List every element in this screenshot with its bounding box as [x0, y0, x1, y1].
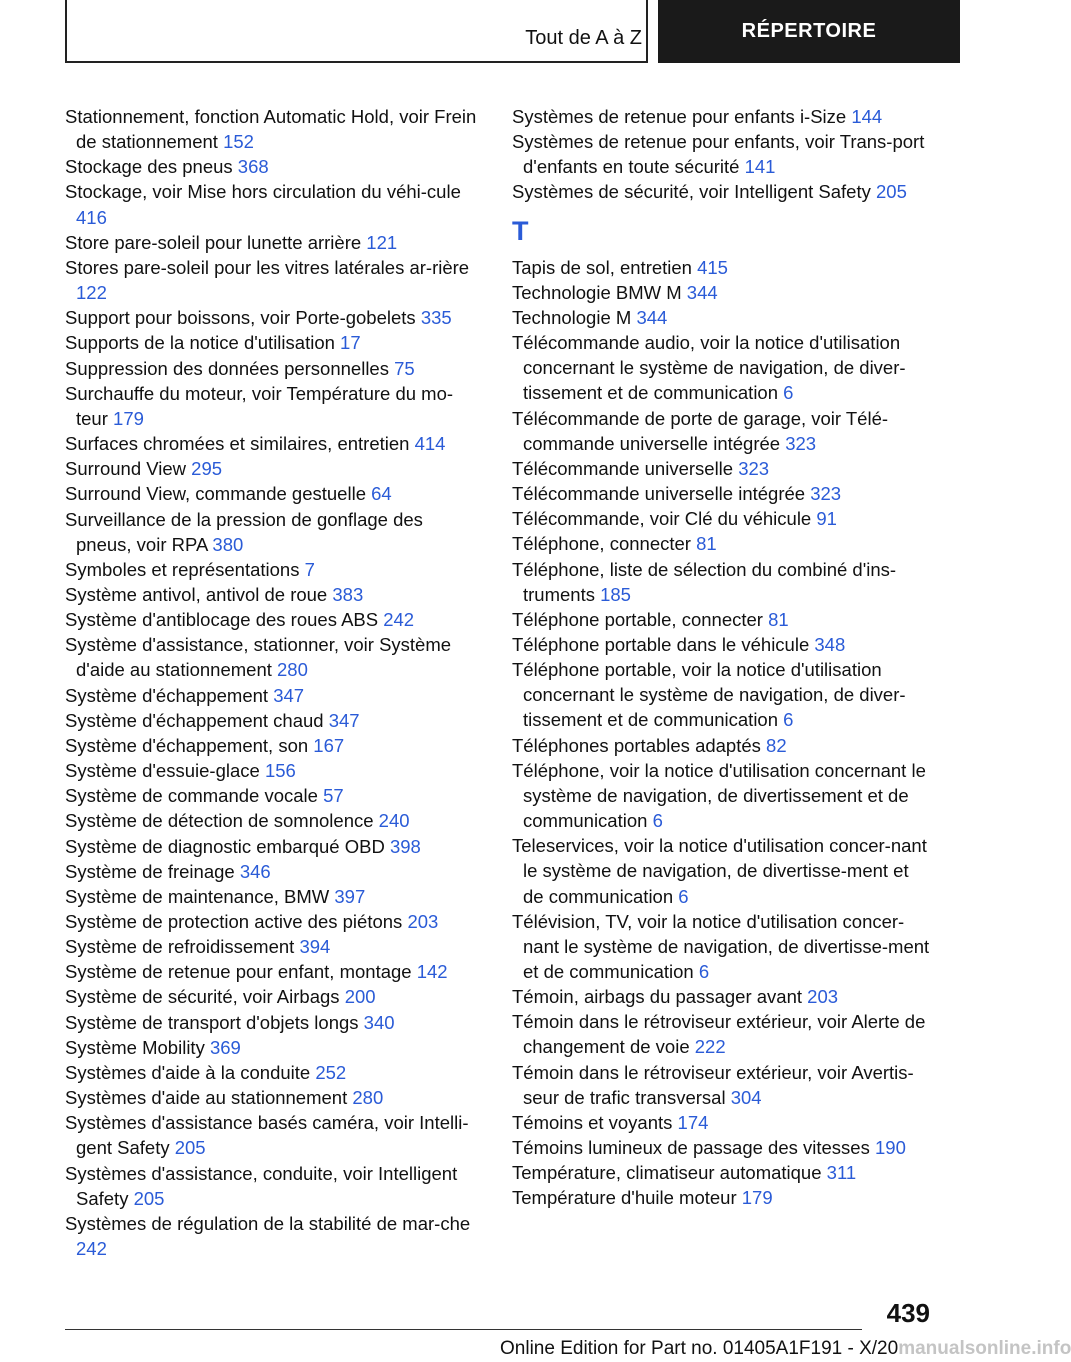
index-entry: [512, 305, 932, 330]
entry-page-link[interactable]: 240: [378, 810, 410, 832]
entry-page-link[interactable]: 121: [366, 231, 398, 253]
index-entry: [65, 507, 480, 557]
entry-term: Télécommande audio, voir la notice d'utilisation concernant le système de navigation, de diver-tissement et de communication: [512, 332, 906, 404]
entry-page-link[interactable]: 6: [678, 885, 689, 907]
index-entry: [65, 1161, 480, 1211]
entry-term: Système de refroidissement: [65, 936, 295, 958]
entry-page-link[interactable]: 152: [223, 131, 254, 153]
entry-term: Stores pare-soleil pour les vitres latérales ar-rière: [65, 256, 470, 278]
entry-term: Système antivol, antivol de roue: [65, 583, 328, 605]
entry-term: Systèmes d'aide au stationnement: [65, 1087, 348, 1109]
entry-term: Téléphone portable, voir la notice d'utilisation concernant le système de navigation, de diver-tissement et de communication: [512, 659, 906, 731]
entry-page-link[interactable]: 415: [697, 256, 728, 278]
index-entry: [512, 1160, 932, 1185]
entry-page-link[interactable]: 323: [785, 432, 817, 454]
entry-term: Stockage des pneus: [65, 156, 233, 178]
entry-term: Tapis de sol, entretien: [512, 256, 692, 278]
entry-term: Stationnement, fonction Automatic Hold, voir Frein de stationnement: [65, 106, 477, 153]
index-entry: [65, 230, 480, 255]
entry-page-link[interactable]: 346: [239, 860, 271, 882]
entry-term: Systèmes de régulation de la stabilité de mar-che: [65, 1212, 471, 1234]
entry-page-link[interactable]: 7: [304, 558, 315, 580]
entry-page-link[interactable]: 347: [273, 684, 305, 706]
index-entry: [512, 531, 932, 556]
index-entry: [65, 1211, 480, 1261]
entry-term: Système Mobility: [65, 1036, 205, 1058]
entry-term: Système d'échappement: [65, 684, 269, 706]
entry-page-link[interactable]: 6: [652, 810, 663, 832]
entry-page-link[interactable]: 81: [696, 533, 717, 555]
index-entry: [512, 909, 932, 984]
entry-term: Télécommande de porte de garage, voir Télé-commande universelle intégrée: [512, 407, 889, 454]
entry-term: Télécommande, voir Clé du véhicule: [512, 508, 812, 530]
index-entry: [512, 758, 932, 833]
index-entry: [512, 632, 932, 657]
entry-page-link[interactable]: 174: [677, 1111, 709, 1133]
index-entry: [65, 557, 480, 582]
index-entry: [65, 934, 480, 959]
entry-page-link[interactable]: 348: [814, 633, 846, 655]
index-entry: [65, 154, 480, 179]
entry-page-link[interactable]: 380: [212, 533, 244, 555]
index-entry: [512, 456, 932, 481]
entry-page-link[interactable]: 398: [389, 835, 421, 857]
index-entry: [512, 733, 932, 758]
entry-term: Témoin, airbags du passager avant: [512, 986, 803, 1008]
entry-page-link[interactable]: 304: [730, 1086, 762, 1108]
entry-page-link[interactable]: 167: [313, 734, 345, 756]
entry-page-link[interactable]: 205: [876, 181, 907, 203]
entry-term: Témoins lumineux de passage des vitesses: [512, 1137, 870, 1159]
entry-page-link[interactable]: 252: [315, 1061, 347, 1083]
entry-term: Systèmes d'assistance basés caméra, voir Intelli-gent Safety: [65, 1112, 469, 1159]
entry-term: Système de sécurité, voir Airbags: [65, 986, 340, 1008]
entry-page-link[interactable]: 185: [600, 583, 631, 605]
entry-term: Système de commande vocale: [65, 785, 318, 807]
index-entry: [512, 280, 932, 305]
entry-page-link[interactable]: 394: [299, 936, 331, 958]
index-entry: [512, 406, 932, 456]
entry-page-link[interactable]: 203: [407, 911, 439, 932]
section-letter: T: [512, 215, 529, 246]
entry-term: Téléphone, liste de sélection du combiné d'ins-truments: [512, 558, 897, 605]
entry-term: Systèmes d'assistance, conduite, voir Intelligent Safety: [65, 1162, 458, 1209]
index-entry: [65, 305, 480, 330]
index-entry: [65, 431, 480, 456]
index-entry: [512, 255, 932, 280]
entry-page-link[interactable]: 122: [76, 282, 107, 304]
entry-page-link[interactable]: 280: [352, 1087, 384, 1109]
entry-term: Store pare-soleil pour lunette arrière: [65, 231, 362, 253]
entry-term: Systèmes de retenue pour enfants i-Size: [512, 106, 847, 127]
index-entry: [512, 1110, 932, 1135]
entry-page-link[interactable]: 57: [323, 785, 344, 807]
entry-page-link[interactable]: 17: [340, 332, 361, 354]
entry-page-link[interactable]: 156: [264, 760, 296, 782]
entry-page-link[interactable]: 6: [698, 961, 710, 982]
entry-term: Technologie BMW M: [512, 281, 682, 303]
page-number: 439: [886, 1298, 930, 1328]
entry-term: Systèmes de retenue pour enfants, voir Trans-port d'enfants en toute sécurité: [512, 131, 925, 178]
entry-page-link[interactable]: 335: [420, 307, 452, 329]
index-entry: [65, 733, 480, 758]
index-entry: [65, 984, 480, 1009]
index-entry: [512, 1185, 932, 1210]
index-entry: [65, 481, 480, 506]
index-entry: [65, 1035, 480, 1060]
entry-page-link[interactable]: 397: [334, 885, 366, 907]
index-entry: [65, 783, 480, 808]
index-entry: [65, 1010, 480, 1035]
entry-page-link[interactable]: 280: [277, 659, 308, 681]
entry-term: Système d'échappement chaud: [65, 709, 324, 731]
entry-term: Système de freinage: [65, 860, 235, 882]
index-entry: [65, 708, 480, 733]
entry-term: Système d'essuie-glace: [65, 760, 260, 782]
entry-term: Surchauffe du moteur, voir Température du mo-teur: [65, 382, 454, 429]
entry-page-link[interactable]: 323: [810, 483, 842, 505]
entry-page-link[interactable]: 200: [344, 986, 376, 1008]
index-entry: [65, 859, 480, 884]
index-entry: [512, 481, 932, 506]
entry-page-link[interactable]: 6: [783, 709, 794, 731]
entry-page-link[interactable]: 242: [383, 609, 415, 631]
index-entry: [65, 884, 480, 909]
entry-page-link[interactable]: 203: [807, 986, 839, 1008]
index-entry: [512, 104, 932, 129]
entry-page-link[interactable]: 190: [875, 1137, 906, 1159]
entry-term: Support pour boissons, voir Porte-gobelets: [65, 307, 416, 329]
index-entry: [512, 657, 932, 732]
entry-term: Température, climatiseur automatique: [512, 1162, 822, 1184]
entry-page-link[interactable]: 414: [414, 433, 446, 455]
index-entry: [512, 1009, 932, 1059]
index-entry: [65, 632, 480, 682]
index-entry: [65, 758, 480, 783]
index-entry: [512, 1060, 932, 1110]
entry-term: Télécommande universelle intégrée: [512, 483, 806, 505]
entry-page-link[interactable]: 205: [174, 1137, 206, 1159]
entry-page-link[interactable]: 82: [766, 734, 787, 756]
index-entry: [512, 179, 932, 204]
entry-page-link[interactable]: 416: [76, 206, 107, 228]
entry-page-link[interactable]: 141: [744, 156, 776, 178]
entry-page-link[interactable]: 179: [113, 407, 144, 429]
entry-term: Témoin dans le rétroviseur extérieur, voir Avertis-seur de trafic transversal: [512, 1061, 914, 1108]
entry-term: Systèmes d'aide à la conduite: [65, 1061, 311, 1083]
entry-term: Supports de la notice d'utilisation: [65, 332, 335, 354]
index-entry: [65, 683, 480, 708]
index-entry: [512, 506, 932, 531]
footer: [500, 1338, 1071, 1360]
entry-page-link[interactable]: 323: [738, 457, 770, 479]
index-entry: [65, 808, 480, 833]
index-entry: [65, 104, 480, 154]
entry-page-link[interactable]: 295: [191, 458, 223, 480]
entry-term: Système d'antiblocage des roues ABS: [65, 609, 379, 631]
entry-term: Surveillance de la pression de gonflage des pneus, voir RPA: [65, 508, 423, 555]
entry-page-link[interactable]: 205: [133, 1187, 165, 1209]
section-title: Tout de A à Z: [525, 27, 642, 49]
index-entry: [65, 1085, 480, 1110]
footer-rule: [65, 1329, 862, 1330]
index-entry: [512, 557, 932, 607]
entry-page-link[interactable]: 340: [363, 1011, 395, 1033]
entry-page-link[interactable]: 179: [741, 1187, 773, 1209]
entry-term: Surfaces chromées et similaires, entretien: [65, 433, 410, 455]
index-entry: [512, 833, 932, 908]
entry-term: Technologie M: [512, 306, 632, 328]
entry-page-link[interactable]: 91: [816, 508, 837, 530]
entry-page-link[interactable]: 347: [328, 709, 360, 731]
footer-watermark: manualsonline.info: [898, 1338, 1071, 1359]
entry-term: Système de diagnostic embarqué OBD: [65, 835, 385, 857]
entry-term: Téléphone, connecter: [512, 533, 691, 555]
entry-page-link[interactable]: 383: [332, 583, 364, 605]
entry-term: Téléphone portable dans le véhicule: [512, 633, 810, 655]
entry-term: Téléphones portables adaptés: [512, 734, 761, 756]
entry-term: Témoins et voyants: [512, 1111, 673, 1133]
entry-page-link[interactable]: 369: [209, 1036, 241, 1058]
index-entry: [65, 959, 480, 984]
entry-term: Symboles et représentations: [65, 558, 300, 580]
entry-term: Système de protection active des piétons: [65, 911, 403, 932]
index-entry: [65, 909, 480, 934]
entry-term: Système d'échappement, son: [65, 734, 309, 756]
entry-page-link[interactable]: 144: [851, 106, 883, 127]
entry-page-link[interactable]: 75: [394, 357, 415, 379]
entry-page-link[interactable]: 311: [826, 1162, 857, 1184]
entry-term: Surround View: [65, 458, 187, 480]
entry-term: Système de maintenance, BMW: [65, 885, 330, 907]
entry-term: Système de retenue pour enfant, montage: [65, 961, 412, 983]
entry-page-link[interactable]: 344: [686, 281, 718, 303]
index-entry: [512, 330, 932, 405]
index-entry: [512, 1135, 932, 1160]
index-entry: [65, 381, 480, 431]
entry-term: Système d'assistance, stationner, voir Système d'aide au stationnement: [65, 634, 452, 681]
index-entry: [512, 129, 932, 179]
entry-term: Télévision, TV, voir la notice d'utilisation concer-nant le système de navigation, de divertisse-ment et de communication: [512, 910, 930, 982]
entry-term: Télécommande universelle: [512, 457, 734, 479]
index-entry: [65, 356, 480, 381]
index-entry: [65, 1110, 480, 1160]
index-entry: [65, 1060, 480, 1085]
entry-page-link[interactable]: 6: [783, 382, 794, 404]
entry-term: Stockage, voir Mise hors circulation du véhi-cule: [65, 181, 461, 203]
entry-term: Teleservices, voir la notice d'utilisation concer-nant le système de navigation, de divertisse-ment et de communication: [512, 835, 927, 907]
entry-page-link[interactable]: 64: [371, 483, 392, 505]
entry-page-link[interactable]: 81: [768, 608, 789, 630]
entry-term: Téléphone portable, connecter: [512, 608, 763, 630]
entry-term: Systèmes de sécurité, voir Intelligent Safety: [512, 181, 871, 203]
entry-term: Température d'huile moteur: [512, 1187, 737, 1209]
index-column-right: [512, 104, 932, 1211]
index-entry: [65, 834, 480, 859]
index-entry: [65, 456, 480, 481]
index-entry: [512, 984, 932, 1009]
entry-term: Système de détection de somnolence: [65, 810, 374, 832]
entry-page-link[interactable]: 344: [636, 306, 668, 328]
index-entry: [65, 179, 480, 229]
index-column-left: [65, 104, 480, 1261]
entry-page-link[interactable]: 368: [237, 156, 269, 178]
entry-term: Témoin dans le rétroviseur extérieur, voir Alerte de changement de voie: [512, 1011, 926, 1058]
entry-term: Système de transport d'objets longs: [65, 1011, 359, 1033]
entry-page-link[interactable]: 242: [76, 1238, 107, 1260]
entry-term: Téléphone, voir la notice d'utilisation concernant le système de navigation, de divertissement et de communication: [512, 759, 926, 832]
entry-page-link[interactable]: 142: [416, 961, 448, 983]
index-entry: [65, 607, 480, 632]
index-entry: [512, 607, 932, 632]
index-entry: [65, 255, 480, 305]
entry-term: Suppression des données personnelles: [65, 357, 389, 379]
index-entry: [65, 582, 480, 607]
entry-page-link[interactable]: 222: [694, 1036, 726, 1058]
chapter-tab[interactable]: RÉPERTOIRE: [658, 0, 960, 63]
footer-edition: Online Edition for Part no. 01405A1F191 - X/20: [500, 1338, 899, 1359]
index-entry: [65, 330, 480, 355]
entry-term: Surround View, commande gestuelle: [65, 483, 366, 505]
